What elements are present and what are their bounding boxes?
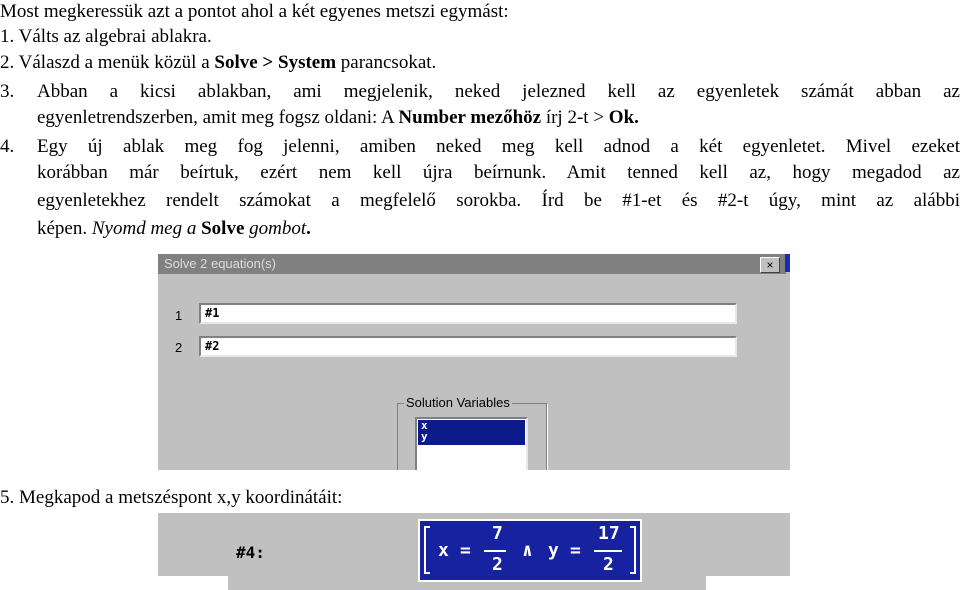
step-5: 5. Megkapod a metszéspont x,y koordinátáit: xyxy=(0,487,343,508)
step-4-line-1: Egy új ablak meg fog jelenni, amiben neked meg kell adnod a két egyenletet. Mivel ezeket xyxy=(37,136,960,157)
step-4-number: 4. xyxy=(0,136,15,157)
step-3-text-b: írj 2-t > xyxy=(541,107,609,128)
dialog-title-bar xyxy=(158,254,786,274)
step-4-solve: Solve xyxy=(201,218,245,239)
equation-input-2[interactable] xyxy=(199,336,737,357)
result-expression[interactable] xyxy=(418,519,642,582)
intro-line: Most megkeressük azt a pontot ahol a két egyenes metszi egymást: xyxy=(0,1,509,22)
result-x-num: 7 xyxy=(492,523,503,544)
step-3-number-field: Number mezőhöz xyxy=(398,107,542,128)
step-4-line-2: korábban már beírtuk, ezért nem kell újra beírnunk. Amit tenned kell az, hogy megadod az xyxy=(37,162,960,183)
result-x-eq: = xyxy=(460,540,471,561)
step-4-period: . xyxy=(306,218,311,239)
step-1: 1. Válts az algebrai ablakra. xyxy=(0,26,212,47)
result-label: #4: xyxy=(236,543,265,562)
variable-x[interactable]: x xyxy=(421,419,428,432)
result-y-eq: = xyxy=(570,540,581,561)
step-4-text-c: gombot xyxy=(244,218,307,239)
step-4-line-4 xyxy=(37,217,960,241)
result-y-var: y xyxy=(548,540,559,561)
result-and: ∧ xyxy=(522,540,533,561)
variable-y[interactable]: y xyxy=(421,430,428,443)
step-4-text-a: képen. xyxy=(37,218,92,239)
dialog-title: Solve 2 equation(s) xyxy=(164,256,277,271)
result-y-den: 2 xyxy=(603,554,614,575)
result-y-fraction-bar xyxy=(594,550,622,552)
step-2-text-b: parancsokat. xyxy=(336,52,437,73)
solution-variables-label: Solution Variables xyxy=(406,395,510,410)
step-3-ok: Ok. xyxy=(608,107,639,128)
left-bracket xyxy=(424,526,430,574)
right-bracket xyxy=(630,526,636,574)
close-icon[interactable]: × xyxy=(760,257,780,273)
row-number-2: 2 xyxy=(175,340,183,355)
result-panel xyxy=(228,513,706,590)
result-x-den: 2 xyxy=(492,554,503,575)
step-2-text-a: 2. Válaszd a menük közül a xyxy=(0,52,215,73)
selected-variables[interactable] xyxy=(418,420,525,445)
step-3-line-2 xyxy=(37,106,960,130)
result-x-fraction-bar xyxy=(484,550,506,552)
step-3-number: 3. xyxy=(0,81,15,102)
window-edge-decoration xyxy=(785,254,790,272)
step-3-text-a: egyenletrendszerben, amit meg fogsz oldani: A xyxy=(37,107,399,128)
step-2 xyxy=(0,51,960,75)
step-4-text-b: Nyomd meg a xyxy=(91,218,202,239)
equation-input-1[interactable] xyxy=(199,303,737,324)
step-4-line-3: egyenletekhez rendelt számokat a megfelelő sorokba. Írd be #1-et és #2-t úgy, mint az alábbi xyxy=(37,190,960,211)
row-number-1: 1 xyxy=(175,308,183,323)
step-2-menu-path: Solve > System xyxy=(214,52,337,73)
equation-input-1-value: #1 xyxy=(205,306,220,320)
equation-input-2-value: #2 xyxy=(205,339,220,353)
result-x-var: x xyxy=(438,540,449,561)
result-y-num: 17 xyxy=(598,523,620,544)
step-3-line-1: Abban a kicsi ablakban, ami megjelenik, neked jelezned kell az egyenletek számát abban az xyxy=(37,81,960,102)
